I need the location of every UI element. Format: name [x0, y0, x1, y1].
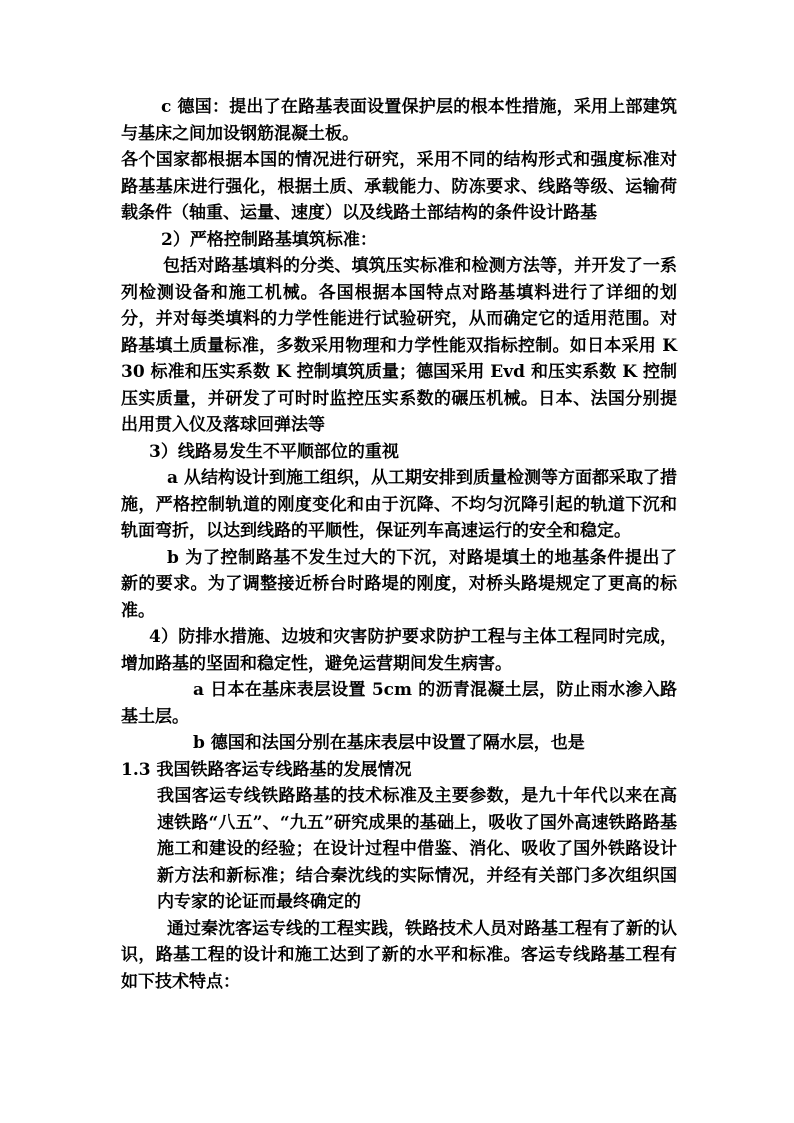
- paragraph-china-standards: 我国客运专线铁路路基的技术标准及主要参数，是九十年代以来在高速铁路“八五”、“九五”研究成果的基础上，吸收了国外高速铁路路基施工和建设的经验；在设计过程中借鉴、消化、吸收了国外铁路设计新方法和新标准；结合秦沈线的实际情况，并经有关部门多次组织国内专家的论证而最终确定的: [157, 786, 677, 912]
- document-body: [121, 94, 677, 995]
- paragraph-national-research: 各个国家都根据本国的情况进行研究，采用不同的结构形式和强度标准对路基基床进行强化，根据土质、承载能力、防冻要求、线路等级、运输荷载条件（轴重、运量、速度）以及线路土部结构的条件设计路基: [121, 150, 677, 223]
- heading-irregular-sections: 3）线路易发生不平顺部位的重视: [149, 441, 399, 462]
- paragraph-structure-design: a 从结构设计到施工组织，从工期安排到质量检测等方面都采取了措施，严格控制轨道的刚度变化和由于沉降、不均匀沉降引起的轨道下沉和轨面弯折，以达到线路的平顺性，保证列车高速运行的安全和稳定。: [121, 468, 677, 541]
- paragraph-germany-france-waterproof: b 德国和法国分别在基床表层中设置了隔水层，也是: [193, 733, 585, 753]
- paragraph-settlement-control: b 为了控制路基不发生过大的下沉，对路堤填土的地基条件提出了新的要求。为了调整接近桥台时路堤的刚度，对桥头路堤规定了更高的标准。: [121, 547, 677, 621]
- paragraph-fill-standard-detail: 包括对路基填料的分类、填筑压实标准和检测方法等，并开发了一系列检测设备和施工机械。各国根据本国特点对路基填料进行了详细的划分，并对每类填料的力学性能进行试验研究，从而确定它的适用范围。对路基填土质量标准，多数采用物理和力学性能双指标控制。如日本采用 K30 标准和压实系数 K 控制填筑质量；德国采用 Evd 和压实系数 K 控制压实质量，并研发了可时时监控压实系数的碾压机械。日本、法国分别提出用贯入仪及落球回弹法等: [121, 256, 677, 435]
- paragraph-germany-measure: c 德国：提出了在路基表面设置保护层的根本性措施，采用上部建筑与基床之间加设钢筋混凝土板。: [121, 97, 677, 144]
- heading-drainage-protection: 4）防排水措施、边坡和灾害防护要求防护工程与主体工程同时完成，增加路基的坚固和稳定性，避免运营期间发生病害。: [121, 627, 677, 674]
- heading-fill-standard: 2）严格控制路基填筑标准：: [161, 229, 377, 250]
- paragraph-qinshen-practice: 通过秦沈客运专线的工程实践，铁路技术人员对路基工程有了新的认识，路基工程的设计和施工达到了新的水平和标准。客运专线路基工程有如下技术特点：: [121, 918, 677, 992]
- paragraph-japan-asphalt: a 日本在基床表层设置 5cm 的沥青混凝土层，防止雨水渗入路基土层。: [121, 680, 677, 727]
- section-heading-1-3: 1.3 我国铁路客运专线路基的发展情况: [121, 759, 412, 780]
